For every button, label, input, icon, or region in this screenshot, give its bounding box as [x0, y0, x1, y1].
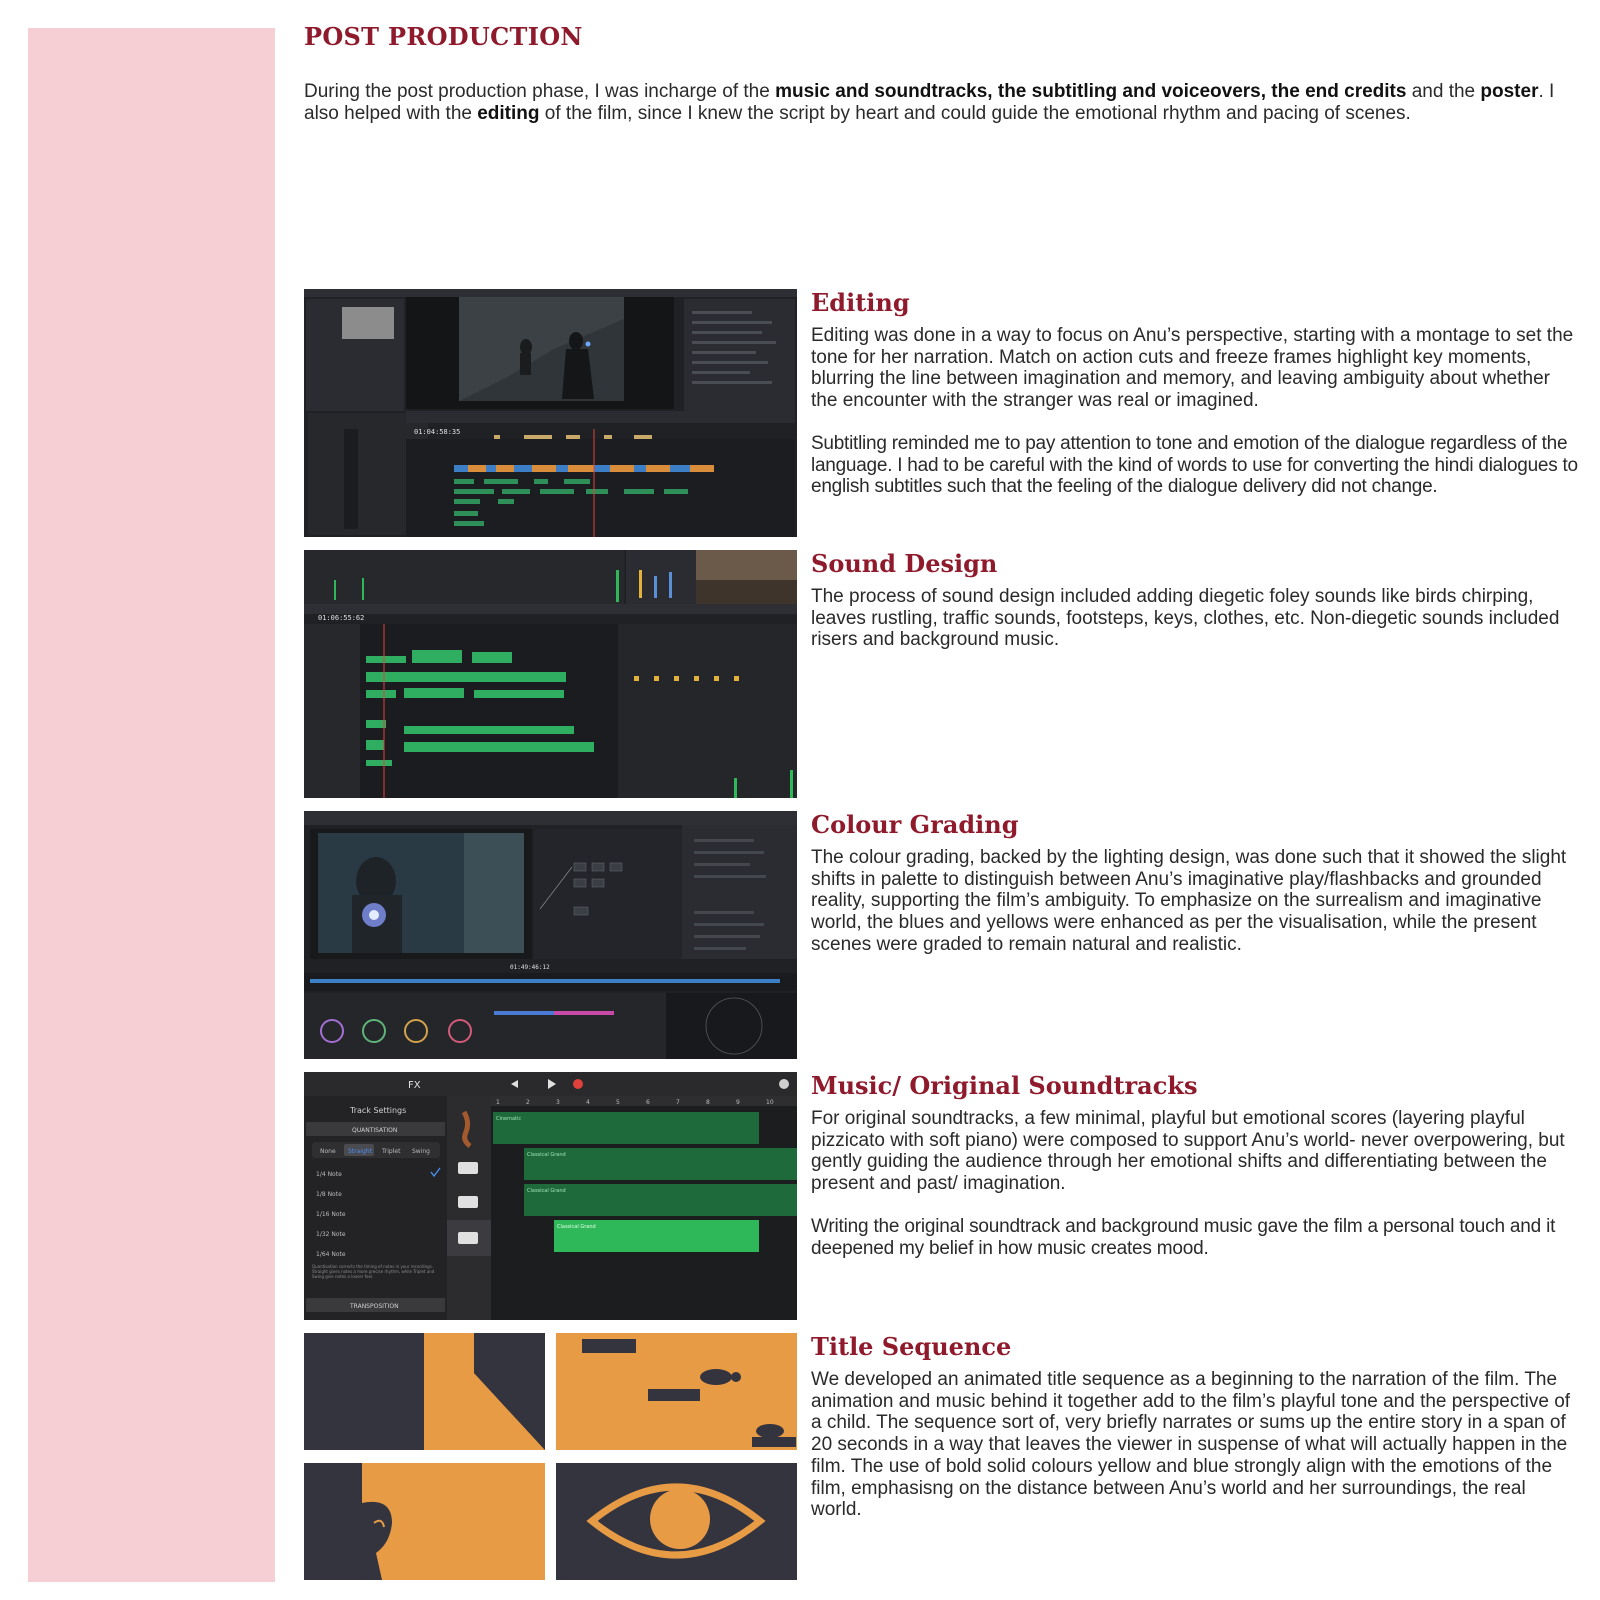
title-frame-corridor	[304, 1333, 545, 1450]
region-label: Classical Grand	[527, 1188, 566, 1194]
quant-swing[interactable]: Swing	[412, 1148, 430, 1155]
section-colour-grading	[304, 811, 1580, 1061]
editing-timecode: 01:04:58:35	[414, 428, 461, 436]
sound-design-screenshot	[304, 550, 797, 798]
sound-timecode: 01:06:55:62	[318, 614, 365, 622]
section-editing	[304, 289, 1580, 539]
quant-triplet[interactable]: Triplet	[382, 1148, 401, 1155]
section-music	[304, 1072, 1580, 1322]
piano-icon	[458, 1162, 478, 1174]
editing-text	[811, 289, 1581, 498]
soundtrack-paragraph: Writing the original soundtrack and background music gave the film a personal touch and it deepened my belief in how music creates mood.	[811, 1215, 1556, 1259]
ruler-mark: 5	[616, 1099, 620, 1106]
sidebar-decor	[28, 28, 275, 1582]
section-sound-design	[304, 550, 1580, 800]
music-screenshot	[304, 1072, 797, 1320]
editing-paragraph: Editing was done in a way to focus on Anu’s perspective, starting with a montage to set the tone for her narration. Match on action cuts and freeze frames highlight key moments, blurring the line between imagination and memory, and leaving ambiguity about whether the encounter with the stranger was real or imagined.	[811, 325, 1574, 412]
subtitling-paragraph: Subtitling reminded me to pay attention to tone and emotion of the dialogue regardless of the language. I had to be careful with the kind of words to use for converting the hindi dialogues to english subtitles such that the feeling of the dialogue delivery did not change.	[811, 432, 1578, 498]
quantisation-header: QUANTISATION	[352, 1127, 398, 1134]
title-frame-face	[304, 1463, 545, 1580]
ruler-mark: 2	[526, 1099, 530, 1106]
music-software-image	[304, 1072, 797, 1320]
ruler-mark: 6	[646, 1099, 650, 1106]
track-settings-title: Track Settings	[350, 1106, 407, 1115]
sound-design-heading: Sound Design	[811, 549, 998, 578]
record-icon	[573, 1079, 583, 1089]
music-text	[811, 1072, 1581, 1259]
music-paragraph: For original soundtracks, a few minimal, playful but emotional scores (layering playful pizzicato with soft piano) were composed to support Anu’s world- never overpowering, but gently guiding the audience through her emotional shifts and differentiating between the present and past/ imagination.	[811, 1108, 1565, 1195]
ruler-mark: 4	[586, 1099, 590, 1106]
editing-heading: Editing	[811, 288, 910, 317]
note-sixty-fourth[interactable]: 1/64 Note	[316, 1251, 346, 1258]
ruler-mark: 3	[556, 1099, 560, 1106]
intro-paragraph	[304, 81, 1564, 125]
note-eighth[interactable]: 1/8 Note	[316, 1191, 342, 1198]
page-title: POST PRODUCTION	[304, 22, 583, 51]
intro-text: and the	[1406, 81, 1481, 102]
help-icon	[779, 1079, 789, 1089]
fx-label: FX	[408, 1080, 421, 1091]
intro-emphasis: poster	[1480, 81, 1539, 102]
note-thirty-second[interactable]: 1/32 Note	[316, 1231, 346, 1238]
ruler-mark: 10	[766, 1099, 774, 1106]
title-sequence-text	[811, 1333, 1581, 1521]
section-title-sequence	[304, 1333, 1580, 1583]
colour-grading-paragraph: The colour grading, backed by the lighting design, was done such that it showed the slight shifts in palette to distinguish between Anu’s imaginative play/flashbacks and grounded reality, supporting the film’s ambiguity. To emphasize on the surrealism and imaginative world, the blues and yellows were enhanced as per the visualisation, while the present scenes were graded to remain natural and realistic.	[811, 847, 1567, 955]
colour-grading-screenshot	[304, 811, 797, 1059]
ruler-mark: 1	[496, 1099, 500, 1106]
title-frame-footsteps	[556, 1333, 797, 1450]
ruler-mark: 7	[676, 1099, 680, 1106]
region-label: Classical Grand	[557, 1224, 596, 1230]
title-sequence-paragraph: We developed an animated title sequence as a beginning to the narration of the film. The animation and music behind it together add to the film’s playful tone and the perspective of a child. The sequence sort of, very briefly narrates or sums up the entire story in a span of 20 seconds in a way that leaves the viewer in suspense of what will actually happen in the film. The use of bold solid colours yellow and blue strongly align with the emotions of the film, emphasisng on the distance between Anu’s world and her surroundings, the real world.	[811, 1369, 1571, 1521]
region-label: Classical Grand	[527, 1152, 566, 1158]
footprint-icon	[756, 1424, 784, 1438]
piano-icon	[458, 1232, 478, 1244]
audio-software-image	[304, 550, 797, 798]
intro-emphasis: music and soundtracks, the subtitling and voiceovers, the end credits	[775, 81, 1407, 102]
sound-design-paragraph: The process of sound design included adding diegetic foley sounds like birds chirping, leaves rustling, traffic sounds, footsteps, keys, clothes, etc. Non-diegetic sounds included risers and background music.	[811, 586, 1560, 651]
colour-software-image	[304, 811, 797, 1059]
intro-text: of the film, since I knew the script by heart and could guide the emotional rhythm and pacing of scenes.	[539, 103, 1411, 124]
transposition-header: TRANSPOSITION	[350, 1303, 399, 1310]
ruler-mark: 9	[736, 1099, 740, 1106]
editing-software-image	[304, 289, 797, 537]
note-quarter[interactable]: 1/4 Note	[316, 1171, 342, 1178]
quant-none[interactable]: None	[320, 1148, 336, 1155]
footprint-icon	[700, 1369, 732, 1385]
note-sixteenth[interactable]: 1/16 Note	[316, 1211, 346, 1218]
intro-text: During the post production phase, I was incharge of the	[304, 81, 776, 102]
editing-screenshot	[304, 289, 797, 537]
quant-straight[interactable]: Straight	[348, 1148, 372, 1155]
quantisation-help: Quantisation corrects the timing of notes in your recordings. Straight gives notes a more precise rhythm, while Triplet and Swing give notes a looser feel.	[312, 1264, 435, 1279]
piano-icon	[458, 1196, 478, 1208]
region-label: Cinematic	[496, 1116, 522, 1122]
intro-emphasis: editing	[477, 103, 540, 124]
title-sequence-heading: Title Sequence	[811, 1332, 1012, 1361]
music-heading: Music/ Original Soundtracks	[811, 1071, 1198, 1100]
title-frame-eye	[556, 1463, 797, 1580]
ruler-mark: 8	[706, 1099, 710, 1106]
intro-text: . I also helped with the	[304, 81, 1555, 124]
colour-grading-heading: Colour Grading	[811, 810, 1019, 839]
sound-design-text	[811, 550, 1581, 651]
colour-timecode: 01:49:46:12	[510, 964, 550, 971]
colour-grading-text	[811, 811, 1581, 956]
